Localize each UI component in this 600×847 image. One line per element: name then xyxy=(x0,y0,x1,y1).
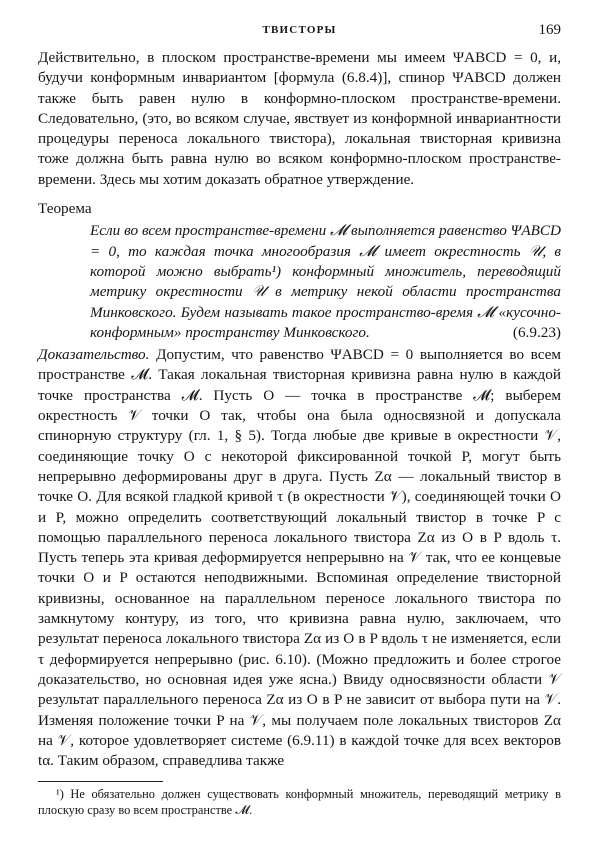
proof-label: Доказательство. xyxy=(38,346,150,364)
page-number: 169 xyxy=(538,22,561,38)
equation-number: (6.9.23) xyxy=(512,323,561,341)
proof-paragraph xyxy=(38,345,561,771)
theorem-heading: Теорема xyxy=(38,200,92,218)
theorem-statement xyxy=(90,221,561,343)
proof-text: Допустим, что равенство ΨABCD = 0 выполняется во всем пространстве 𝓜. Такая локальная твисторная кривизна равна нулю в каждой точке пространства 𝓜. Пусть O — точка в пространстве 𝓜; выберем окрестность 𝒱 точки O так, чтобы она была односвязной и допускала спинорную структуру (гл. 1, § 5). Тогда любые две кривые в окрестности 𝒱, соединяющие точку O с некоторой фиксированной точкой P, могут быть непрерывно деформированы друг в друга. Пусть Zα — локальный твистор в точке O. Для всякой гладкой кривой τ (в окрестности 𝒱), соединяющей точки O и P, можно определить соответствующий локальный твистор в точке P с помощью параллельного переноса локального твистора Zα из O в P вдоль τ. Пусть теперь эта кривая деформируется непрерывно на 𝒱 так, что ее концевые точки O и P остаются неподвижными. Вспоминая определение твисторной кривизны, основанное на параллельном переносе локального твистора по замкнутому контуру, из того, что кривизна равна нулю, заключаем, что результат переноса локального твистора Zα из O в P вдоль τ не изменяется, если τ деформируется непрерывно (рис. 6.10). (Можно предложить и более строгое доказательство, но основная идея уже ясна.) Ввиду односвязности области 𝒱 результат параллельного переноса Zα из O в P не зависит от выбора пути на 𝒱. Изменяя положение точки P на 𝒱, мы получаем поле локальных твисторов Zα на 𝒱, которое удовлетворяет системе (6.9.11) в каждой точке для всех векторов tα. Таким образом, справедлива также xyxy=(38,346,562,770)
footnote: ¹) Не обязательно должен существовать конформный множитель, переводящий метрику в плоскую сразу во всем пространстве 𝓜. xyxy=(38,787,561,818)
intro-paragraph: Действительно, в плоском пространстве-времени мы имеем ΨABCD = 0, и, будучи конформным инвариантом [формула (6.8.4)], спинор ΨABCD должен также быть равен нулю в конформно-плоском пространстве-времени. Следовательно, (это, во всяком случае, явствует из конформной инвариантности процедуры переноса локального твистора), локальная твисторная кривизна тоже должна быть равна нулю во всяком конформно-плоском пространстве-времени. Здесь мы хотим доказать обратное утверждение. xyxy=(38,49,561,188)
running-title: ТВИСТОРЫ xyxy=(262,24,337,36)
theorem-text: Если во всем пространстве-времени 𝓜 выполняется равенство ΨABCD = 0, то каждая точка многообразия 𝓜 имеет окрестность 𝒰, в которой можно выбрать¹) конформный множитель, переводящий метрику окрестности 𝒰 в метрику некой области пространства Минковского. Будем называть такое пространство-время 𝓜 «кусочно-конформным» пространству Минковского. xyxy=(90,222,561,341)
footnote-separator xyxy=(38,781,163,782)
book-page xyxy=(38,20,561,818)
page-header xyxy=(38,20,561,44)
